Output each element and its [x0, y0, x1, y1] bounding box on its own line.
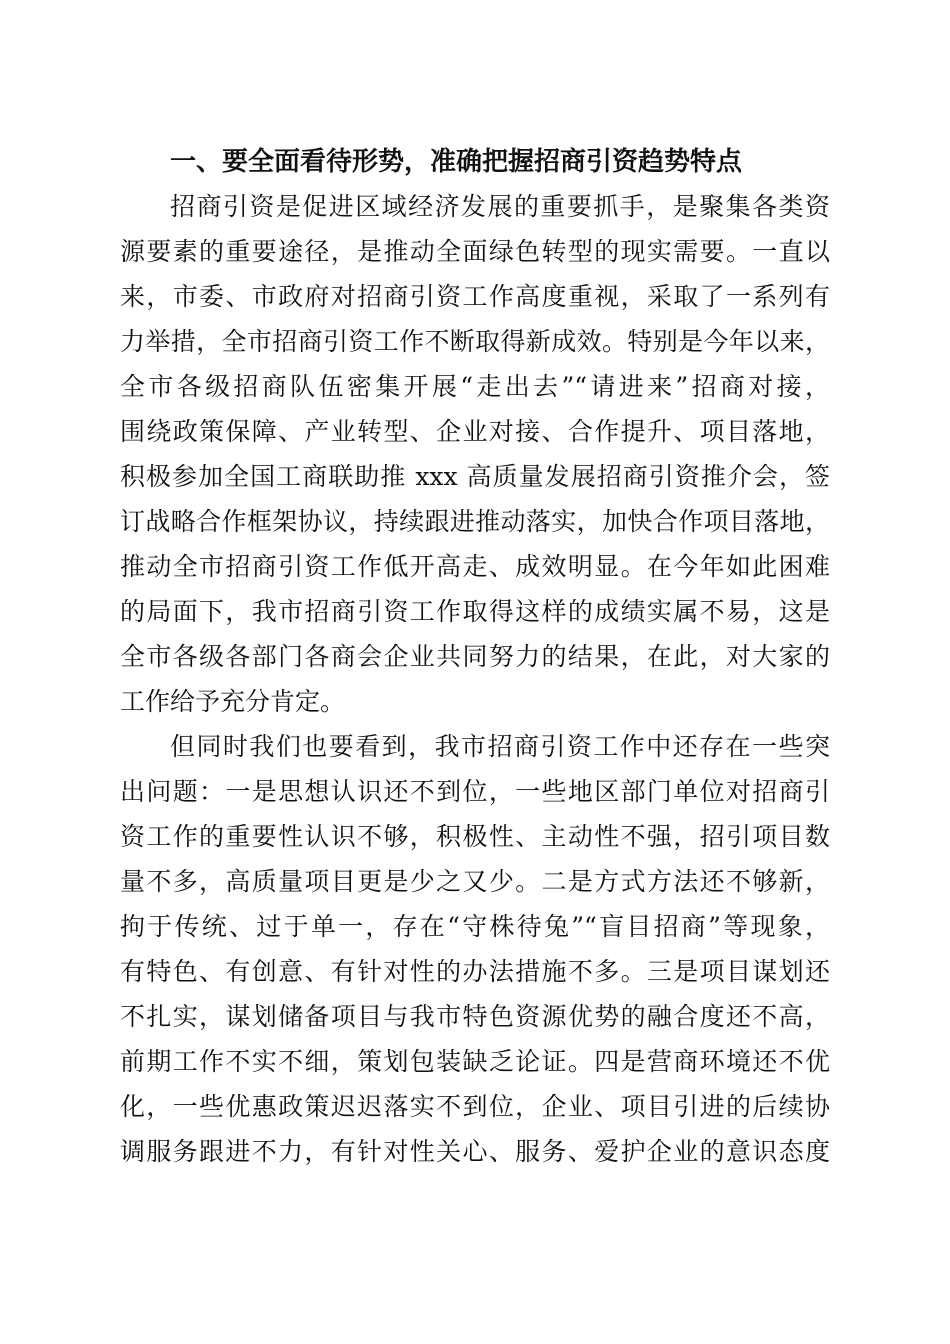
paragraph-1-line-5: 全市各级招商队伍密集开展“走出去”“请进来”招商对接， — [120, 372, 830, 401]
paragraph-1-line-6: 围绕政策保障、产业转型、企业对接、合作提升、项目落地， — [120, 417, 830, 446]
section-heading: 一、要全面看待形势，准确把握招商引资趋势特点 — [170, 147, 743, 177]
paragraph-2-line-10: 调服务跟进不力，有针对性关心、服务、爱护企业的意识态度 — [120, 1137, 830, 1166]
paragraph-1-line-8: 订战略合作框架协议，持续跟进推动落实，加快合作项目落地， — [120, 507, 830, 536]
paragraph-2-line-5: 拘于传统、过于单一，存在“守株待兔”“盲目招商”等现象， — [120, 912, 830, 941]
paragraph-1-line-1: 招商引资是促进区域经济发展的重要抓手，是聚集各类资 — [170, 192, 830, 221]
paragraph-2-line-1: 但同时我们也要看到，我市招商引资工作中还存在一些突 — [170, 732, 830, 761]
paragraph-1-line-11: 全市各级各部门各商会企业共同努力的结果，在此，对大家的 — [120, 642, 830, 671]
paragraph-1-line-4: 力举措，全市招商引资工作不断取得新成效。特别是今年以来， — [120, 327, 830, 356]
paragraph-2-line-9: 化，一些优惠政策迟迟落实不到位，企业、项目引进的后续协 — [120, 1092, 830, 1121]
paragraph-2-line-8: 前期工作不实不细，策划包装缺乏论证。四是营商环境还不优 — [120, 1047, 830, 1076]
paragraph-2-line-6: 有特色、有创意、有针对性的办法措施不多。三是项目谋划还 — [120, 957, 830, 986]
paragraph-2-line-7: 不扎实，谋划储备项目与我市特色资源优势的融合度还不高， — [120, 1002, 830, 1031]
paragraph-1-line-12: 工作给予充分肯定。 — [120, 687, 346, 716]
paragraph-1-line-3: 来，市委、市政府对招商引资工作高度重视，采取了一系列有 — [120, 282, 830, 311]
paragraph-2-line-3: 资工作的重要性认识不够，积极性、主动性不强，招引项目数 — [120, 822, 830, 851]
paragraph-1-line-7: 积极参加全国工商联助推 xxx 高质量发展招商引资推介会，签 — [120, 462, 830, 491]
paragraph-1-line-2: 源要素的重要途径，是推动全面绿色转型的现实需要。一直以 — [120, 237, 830, 266]
paragraph-2-line-4: 量不多，高质量项目更是少之又少。二是方式方法还不够新， — [120, 867, 830, 896]
paragraph-2-line-2: 出问题：一是思想认识还不到位，一些地区部门单位对招商引 — [120, 777, 830, 806]
paragraph-1-line-9: 推动全市招商引资工作低开高走、成效明显。在今年如此困难 — [120, 552, 830, 581]
paragraph-1-line-10: 的局面下，我市招商引资工作取得这样的成绩实属不易，这是 — [120, 597, 830, 626]
